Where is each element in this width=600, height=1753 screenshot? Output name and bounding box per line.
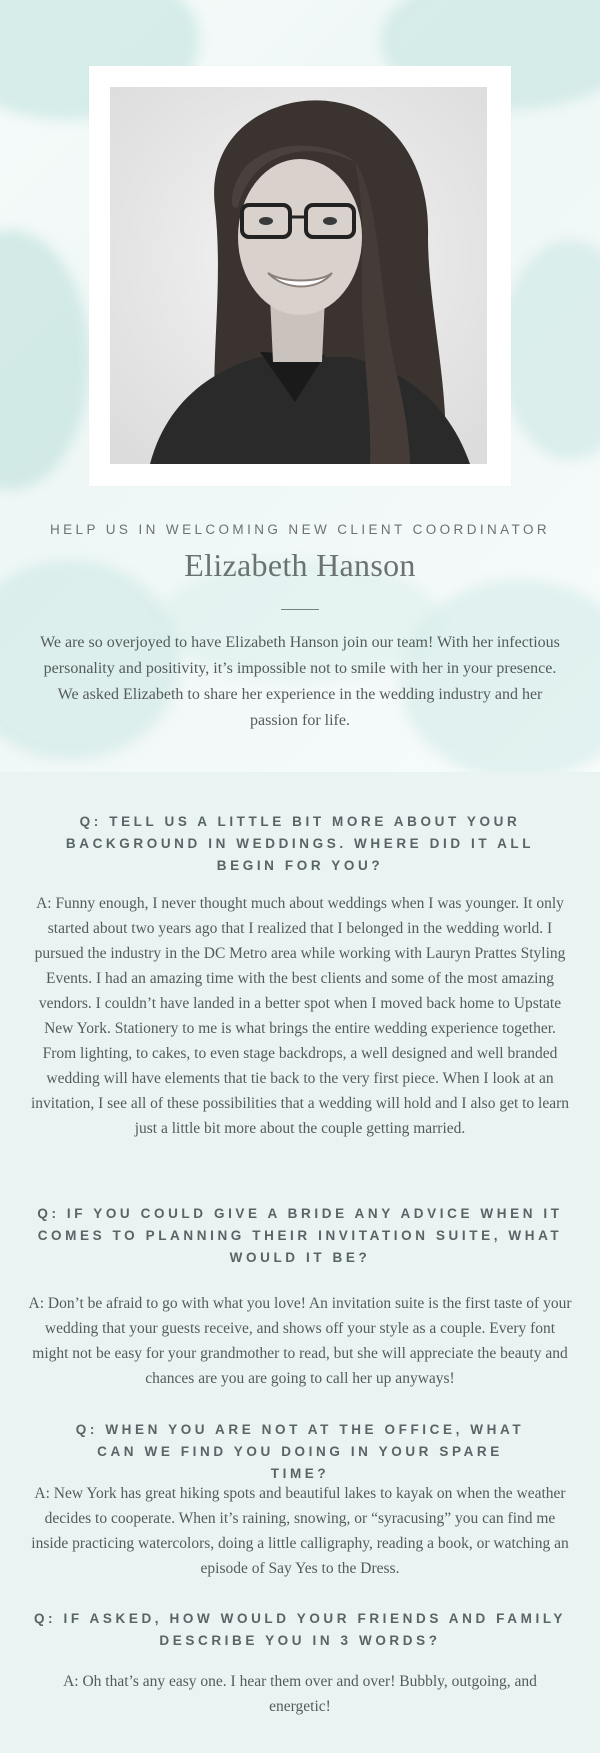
portrait-image: [110, 87, 487, 464]
title-divider: [281, 609, 319, 610]
welcome-kicker: HELP US IN WELCOMING NEW CLIENT COORDINATOR: [50, 522, 550, 537]
question-heading: Q: WHEN YOU ARE NOT AT THE OFFICE, WHAT CAN WE FIND YOU DOING IN YOUR SPARE TIME?: [75, 1422, 525, 1481]
portrait-photo: [110, 87, 487, 464]
question-heading: Q: IF ASKED, HOW WOULD YOUR FRIENDS AND FAMILY DESCRIBE YOU IN 3 WORDS?: [33, 1611, 567, 1648]
watercolor-texture: [500, 240, 600, 460]
answer-paragraph: A: New York has great hiking spots and beautiful lakes to kayak on when the weather decides to cooperate. When it’s raining, snowing, or “syracusing” you can find me inside practicing watercolors, doing a little calligraphy, reading a book, or watching an episode of Say Yes to the Dress.: [31, 1485, 569, 1577]
answer-paragraph: A: Oh that’s any easy one. I hear them over and over! Bubbly, outgoing, and energetic!: [63, 1673, 537, 1715]
intro-paragraph: We are so overjoyed to have Elizabeth Hanson join our team! With her infectious personality and positivity, it’s impossible not to smile with her in your presence. We asked Elizabeth to share her experience in the wedding industry and her passion for life.: [40, 634, 560, 729]
question-heading: Q: TELL US A LITTLE BIT MORE ABOUT YOUR BACKGROUND IN WEDDINGS. WHERE DID IT ALL BEGIN FOR YOU?: [65, 814, 535, 873]
answer-paragraph: A: Funny enough, I never thought much about weddings when I was younger. It only started about two years ago that I realized that I belonged in the wedding world. I pursued the industry in the DC Metro area while working with Lauryn Prattes Styling Events. I had an amazing time with the best clients and some of the most amazing vendors. I couldn’t have landed in a better spot when I moved back home to Upstate New York. Stationery to me is what brings the entire wedding experience together. From lighting, to cakes, to even stage backdrops, a well designed and well branded wedding will have elements that tie back to the very first piece. When I look at an invitation, I see all of these possibilities that a wedding will hold and I also get to learn just a little bit more about the couple getting married.: [30, 895, 570, 1137]
portrait-frame: [89, 66, 511, 486]
person-name: Elizabeth Hanson: [184, 547, 416, 583]
question-heading: Q: IF YOU COULD GIVE A BRIDE ANY ADVICE WHEN IT COMES TO PLANNING THEIR INVITATION SUITE, WHAT WOULD IT BE?: [37, 1206, 563, 1265]
answer-paragraph: A: Don’t be afraid to go with what you love! An invitation suite is the first taste of your wedding that your guests receive, and shows off your style as a couple. Every font might not be easy for your grandmother to read, but she will appreciate the beauty and chances are you are going to call her up anyways!: [28, 1295, 572, 1387]
hero-section: [0, 0, 600, 772]
watercolor-texture: [0, 230, 90, 490]
